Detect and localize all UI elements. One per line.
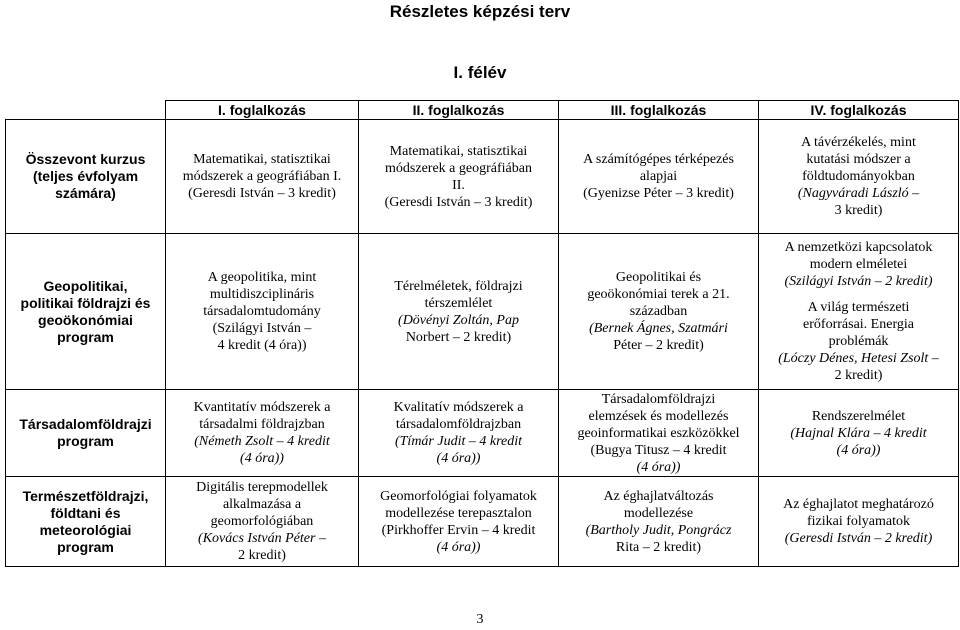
course-title-line: Kvalitatív módszerek a: [393, 400, 524, 415]
course-cell: [166, 120, 359, 234]
course-title-line: Geopolitikai és: [615, 270, 702, 285]
header-session-1: I. foglalkozás: [166, 101, 359, 120]
course-title-line: A nemzetközi kapcsolatok: [784, 240, 933, 255]
course-title-line: problémák: [828, 334, 889, 349]
course-cell: [559, 390, 759, 477]
course-lecturer: (Lóczy Dénes, Hetesi Zsolt –: [778, 351, 939, 366]
course-lecturer: (Kovács István Péter –: [198, 531, 326, 546]
course-title-line: Rendszerelmélet: [811, 408, 906, 424]
row-label-line: meteorológiai: [39, 521, 132, 538]
course-separator: [761, 290, 956, 299]
course-title-line: multidiszciplináris: [209, 287, 315, 302]
course-cell: [359, 120, 559, 234]
course-cell: [759, 120, 959, 234]
row-label-line: (teljes évfolyam: [32, 168, 139, 184]
course-title-line: században: [629, 304, 688, 319]
row-label-line: program: [57, 433, 114, 449]
course-title-line: alkalmazása a: [222, 497, 302, 512]
course-title-line: A számítógépes térképezés: [583, 152, 734, 167]
row-label-physical-geography-program: [6, 477, 166, 567]
course-cell: [759, 390, 959, 477]
course-lecturer-credit: (Pirkhoffer Ervin – 4 kredit: [381, 522, 536, 538]
course-title-line: módszerek a geográfiában I.: [182, 169, 342, 184]
course-lecturer: (Bernek Ágnes, Szatmári: [589, 321, 728, 336]
course-credit: 2 kredit): [834, 368, 883, 383]
row-label-line: Geopolitikai,: [43, 277, 128, 294]
row-label-line: program: [57, 328, 114, 345]
page-number: 3: [476, 612, 484, 627]
course-title-line: A távérzékelés, mint: [801, 135, 916, 150]
course-lecturer-credit: (Szilágyi István – 2 kredit): [784, 274, 933, 289]
course-lecturer-credit: (Geresdi István – 3 kredit): [188, 186, 336, 201]
course-lecturer: (Nagyváradi László –: [797, 186, 920, 201]
header-session-3: III. foglalkozás: [559, 101, 759, 120]
table-row: [6, 477, 959, 567]
course-title-line: Térelméletek, földrajzi: [394, 278, 523, 294]
row-label-combined-course: [6, 120, 166, 234]
course-title-line: geoökonómiai terek a 21.: [587, 287, 730, 302]
course-lecturer: (Bartholy Judit, Pongrácz: [585, 522, 732, 538]
table-row: [6, 390, 959, 477]
course-cell: [166, 234, 359, 390]
course-title-line: modern elméletei: [809, 257, 908, 272]
course-title-line: modellezése: [623, 505, 694, 521]
course-title-line: társadalmi földrajzban: [199, 417, 325, 432]
course-credit: 3 kredit): [834, 203, 883, 218]
course-lecturer-credit: (Gyenizse Péter – 3 kredit): [583, 186, 734, 201]
course-lecturer: (Dövényi Zoltán, Pap: [398, 312, 519, 328]
course-lecturer-credit: (Bugya Titusz – 4 kredit: [590, 442, 727, 458]
course-cell: [359, 477, 559, 567]
training-plan-table: [5, 100, 959, 567]
course-credit: 4 kredit (4 óra)): [217, 338, 307, 353]
course-hours: (4 óra)): [240, 451, 284, 466]
header-session-4: IV. foglalkozás: [759, 101, 959, 120]
course-hours: (4 óra)): [436, 539, 481, 555]
course-title-line: Az éghajlatváltozás: [603, 488, 714, 504]
course-title-line: Geomorfológiai folyamatok: [380, 488, 537, 504]
course-lecturer-credit: (Hajnal Klára – 4 kredit: [790, 425, 927, 441]
course-cell: [359, 390, 559, 477]
course-cell: [559, 234, 759, 390]
course-title-line: módszerek a geográfiában: [385, 160, 532, 176]
course-title-line: Az éghajlatot meghatározó: [783, 497, 934, 512]
course-title-line: Kvantitatív módszerek a: [193, 400, 331, 415]
course-cell: [359, 234, 559, 390]
row-label-line: program: [57, 538, 114, 555]
course-title-line: elemzések és modellezés: [588, 408, 729, 424]
course-lecturer-credit: (Tímár Judit – 4 kredit: [394, 434, 523, 449]
row-label-line: geoökonómiai: [38, 311, 133, 328]
course-title-line: térszemlélet: [424, 295, 493, 311]
course-cell: [166, 390, 359, 477]
course-cell: [759, 477, 959, 567]
row-label-line: politikai földrajzi és: [20, 294, 151, 311]
row-label-line: földtani és: [50, 504, 121, 521]
table-row: [6, 234, 959, 390]
header-row: [6, 101, 959, 120]
course-title-line: Matematikai, statisztikai: [389, 143, 528, 159]
row-label-line: Összevont kurzus: [25, 151, 146, 167]
course-title-line: modellezése terepasztalon: [385, 505, 532, 521]
course-cell: [759, 234, 959, 390]
row-label-line: Társadalomföldrajzi: [19, 416, 152, 432]
course-title-line: alapjai: [639, 169, 678, 184]
course-title-line: erőforrásai. Energia: [803, 317, 914, 332]
course-cell: [559, 477, 759, 567]
course-cell: [559, 120, 759, 234]
course-title-line: fizikai folyamatok: [806, 514, 911, 529]
course-credit: 2 kredit): [238, 548, 286, 563]
course-lecturer-credit: (Geresdi István – 3 kredit): [384, 194, 533, 210]
course-title-line: Digitális terepmodellek: [196, 480, 328, 495]
course-title-line: társadalomföldrajzban: [395, 417, 522, 432]
course-title-line: II.: [452, 177, 465, 193]
row-label-line: Természetföldrajzi,: [22, 487, 149, 504]
course-title-line: kutatási módszer a: [806, 152, 911, 167]
course-cell: [166, 477, 359, 567]
table-row: [6, 120, 959, 234]
course-hours: (4 óra)): [436, 451, 481, 466]
course-title-line: geoinformatikai eszközökkel: [577, 425, 740, 441]
course-lecturer-credit: Rita – 2 kredit): [615, 539, 702, 555]
course-hours: (4 óra)): [636, 459, 681, 475]
header-session-2: II. foglalkozás: [359, 101, 559, 120]
course-title-line: A geopolitika, mint: [207, 270, 317, 285]
course-lecturer-credit: Péter – 2 kredit): [613, 338, 704, 353]
course-lecturer-credit: Norbert – 2 kredit): [405, 329, 512, 345]
course-lecturer: (Szilágyi István –: [212, 321, 312, 336]
row-label-geopolitical-program: [6, 234, 166, 390]
document-title: Részletes képzési terv: [389, 2, 571, 21]
course-lecturer-credit: (Geresdi István – 2 kredit): [784, 531, 933, 546]
header-blank-cell: [6, 101, 166, 120]
course-lecturer-credit: (Németh Zsolt – 4 kredit: [194, 434, 330, 449]
course-title-line: társadalomtudomány: [203, 304, 321, 319]
row-label-social-geography-program: [6, 390, 166, 477]
course-title-line: A világ természeti: [807, 300, 910, 315]
course-title-line: Társadalomföldrajzi: [601, 391, 716, 407]
course-title-line: földtudományokban: [802, 169, 915, 184]
row-label-line: számára): [55, 185, 116, 201]
course-hours: (4 óra)): [836, 442, 881, 458]
course-title-line: geomorfológiában: [210, 514, 314, 529]
semester-title: I. félév: [453, 63, 507, 82]
course-title-line: Matematikai, statisztikai: [193, 152, 331, 167]
